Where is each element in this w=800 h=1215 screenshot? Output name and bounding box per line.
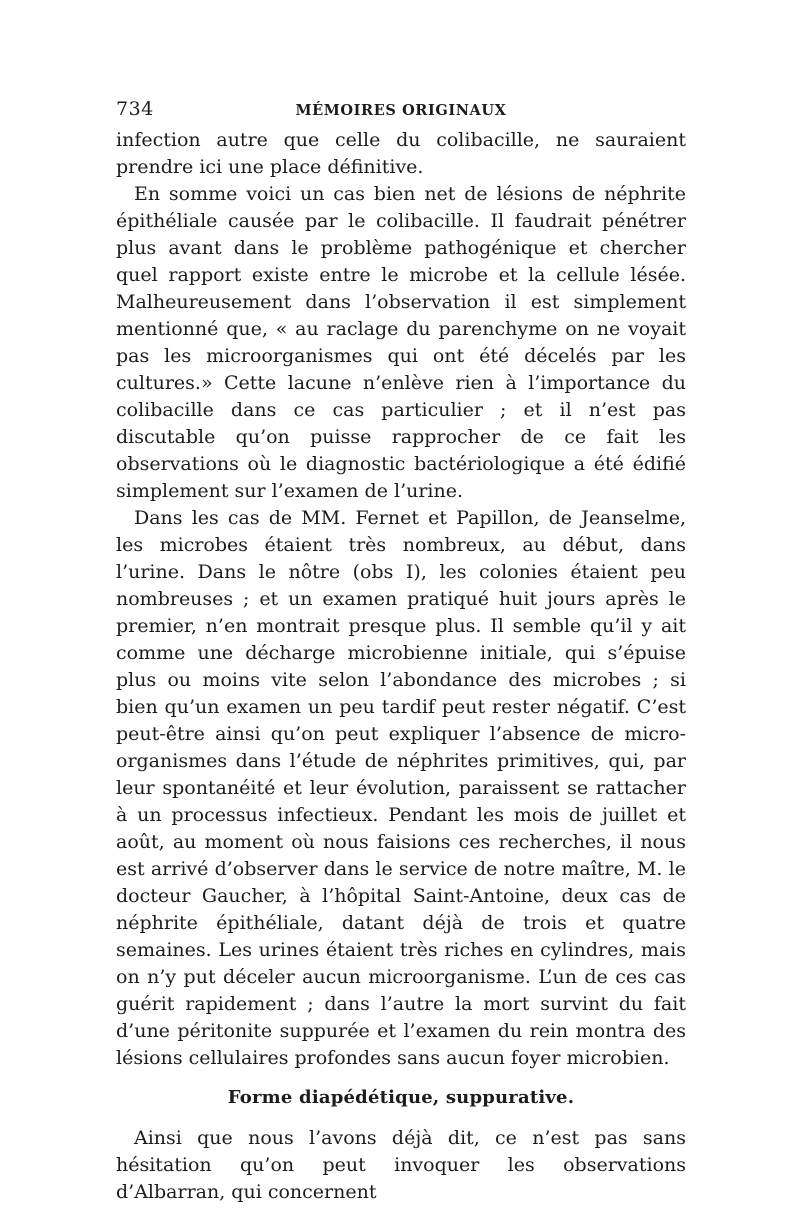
paragraph-fernet-papillon: Dans les cas de MM. Fernet et Papillon, de Jeanselme, les microbes étaient très nombreux, au début, dans l’urine. Dans le nôtre (obs I), les colonies étaient peu nombreuses ; et un examen pratiqué huit jours après le premier, n’en montrait presque plus. Il semble qu’il y ait comme une décharge microbienne initiale, qui s’épuise plus ou moins vite selon l’abondance des microbes ; si bien qu’un examen un peu tardif peut rester négatif. C’est peut-être ainsi qu’on peut expliquer l’absence de micro-organismes dans l’étude de néphrites primitives, qui, par leur spontanéité et leur évolution, paraissent se rattacher à un processus infectieux. Pendant les mois de juillet et août, au moment où nous faisions ces recherches, il nous est arrivé d’observer dans le service de notre maître, M. le docteur Gaucher, à l’hôpital Saint-Antoine, deux cas de néphrite épithéliale, datant déjà de trois et quatre semaines. Les urines étaient très riches en cylindres, mais on n’y put déceler aucun microorganisme. L’un de ces cas guérit rapidement ; dans l’autre la mort survint du fait d’une péritonite suppurée et l’examen du rein montra des lésions cellulaires profondes sans aucun foyer microbien. (116, 507, 686, 1069)
running-title: MÉMOIRES ORIGINAUX (295, 102, 507, 119)
page-number: 734 (116, 98, 154, 120)
paragraph-continuation: infection autre que celle du colibacille, ne sauraient prendre ici une place définitive. (116, 129, 686, 178)
paragraph-nephrite-epitheliale: En somme voici un cas bien net de lésions de néphrite épithéliale causée par le colibacille. Il faudrait pénétrer plus avant dans le problème pathogénique et chercher quel rapport existe entre le microbe et la cellule lésée. Malheureusement dans l’observation il est simplement mentionné que, « au raclage du parenchyme on ne voyait pas les microorganismes qui ont été décelés par les cultures.» Cette lacune n’enlève rien à l’importance du colibacille dans ce cas particulier ; et il n’est pas discutable qu’on puisse rapprocher de ce fait les observations où le diagnostic bactériologique a été édifié simplement sur l’examen de l’urine. (116, 183, 686, 502)
paragraph-albarran: Ainsi que nous l’avons déjà dit, ce n’est pas sans hésitation qu’on peut invoquer les observations d’Albarran, qui concernent (116, 1127, 686, 1203)
section-heading: Forme diapédétique, suppurative. (227, 1087, 575, 1108)
page-header (116, 98, 686, 124)
body-text (116, 127, 686, 1206)
